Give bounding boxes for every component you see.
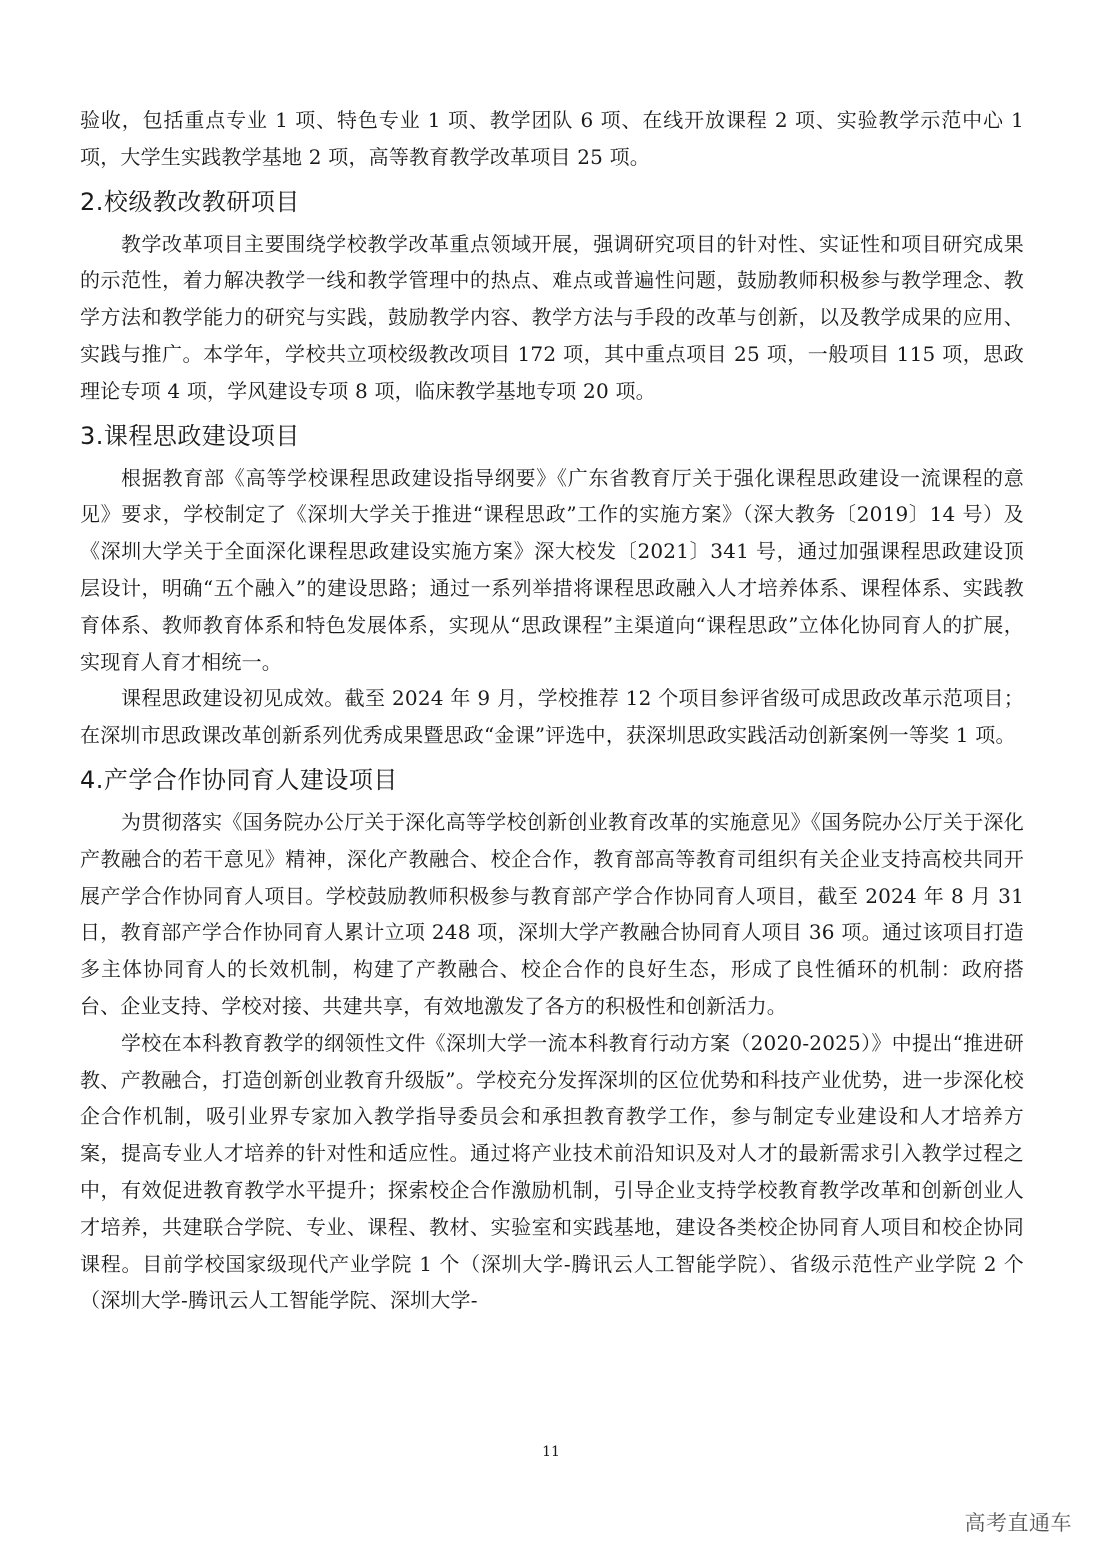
page-number: 11	[542, 1444, 560, 1460]
section-3-paragraph-1: 根据教育部《高等学校课程思政建设指导纲要》《广东省教育厅关于强化课程思政建设一流课程的意见》要求，学校制定了《深圳大学关于推进“课程思政”工作的实施方案》（深大教务〔2019〕14 号）及《深圳大学关于全面深化课程思政建设实施方案》深大校发〔2021〕341 号，通过加强课程思政建设顶层设计，明确“五个融入”的建设思路；通过一系列举措将课程思政融入人才培养体系、课程体系、实践教育体系、教师教育体系和特色发展体系，实现从“思政课程”主渠道向“课程思政”立体化协同育人的扩展，实现育人育才相统一。	[80, 465, 1024, 674]
section-3-paragraph-2: 课程思政建设初见成效。截至 2024 年 9 月，学校推荐 12 个项目参评省级可成思政改革示范项目；在深圳市思政课改革创新系列优秀成果暨思政“金课”评选中，获深圳思政实践活动创新案例一等奖 1 项。	[80, 686, 1024, 748]
section-heading-4: 4.产学合作协同育人建设项目	[80, 765, 398, 794]
section-heading-2: 2.校级教改教研项目	[80, 187, 300, 216]
section-2-paragraph-1: 教学改革项目主要围绕学校教学改革重点领域开展，强调研究项目的针对性、实证性和项目研究成果的示范性，着力解决教学一线和教学管理中的热点、难点或普遍性问题，鼓励教师积极参与教学理念、教学方法和教学能力的研究与实践，鼓励教学内容、教学方法与手段的改革与创新，以及教学成果的应用、实践与推广。本学年，学校共立项校级教改项目 172 项，其中重点项目 25 项，一般项目 115 项，思政理论专项 4 项，学风建设专项 8 项，临床教学基地专项 20 项。	[80, 231, 1024, 403]
document-page	[80, 102, 1024, 1319]
section-4-paragraph-2: 学校在本科教育教学的纲领性文件《深圳大学一流本科教育行动方案（2020-2025）》中提出“推进研教、产教融合，打造创新创业教育升级版”。学校充分发挥深圳的区位优势和科技产业优势，进一步深化校企合作机制，吸引业界专家加入教学指导委员会和承担教育教学工作，参与制定专业建设和人才培养方案，提高专业人才培养的针对性和适应性。通过将产业技术前沿知识及对人才的最新需求引入教学过程之中，有效促进教育教学水平提升；探索校企合作激励机制，引导企业支持学校教育教学改革和创新创业人才培养，共建联合学院、专业、课程、教材、实验室和实践基地，建设各类校企协同育人项目和校企协同课程。目前学校国家级现代产业学院 1 个（深圳大学-腾讯云人工智能学院）、省级示范性产业学院 2 个（深圳大学-腾讯云人工智能学院、深圳大学-	[80, 1030, 1024, 1313]
intro-paragraph: 验收，包括重点专业 1 项、特色专业 1 项、教学团队 6 项、在线开放课程 2 项、实验教学示范中心 1 项，大学生实践教学基地 2 项，高等教育教学改革项目 25 项。	[80, 108, 1024, 169]
watermark: 高考直通车	[964, 1511, 1072, 1535]
section-heading-3: 3.课程思政建设项目	[80, 421, 300, 450]
section-4-paragraph-1: 为贯彻落实《国务院办公厅关于深化高等学校创新创业教育改革的实施意见》《国务院办公厅关于深化产教融合的若干意见》精神，深化产教融合、校企合作，教育部高等教育司组织有关企业支持高校共同开展产学合作协同育人项目。学校鼓励教师积极参与教育部产学合作协同育人项目，截至 2024 年 8 月 31 日，教育部产学合作协同育人累计立项 248 项，深圳大学产教融合协同育人项目 36 项。通过该项目打造多主体协同育人的长效机制，构建了产教融合、校企合作的良好生态，形成了良性循环的机制：政府搭台、企业支持、学校对接、共建共享，有效地激发了各方的积极性和创新活力。	[80, 809, 1024, 1018]
